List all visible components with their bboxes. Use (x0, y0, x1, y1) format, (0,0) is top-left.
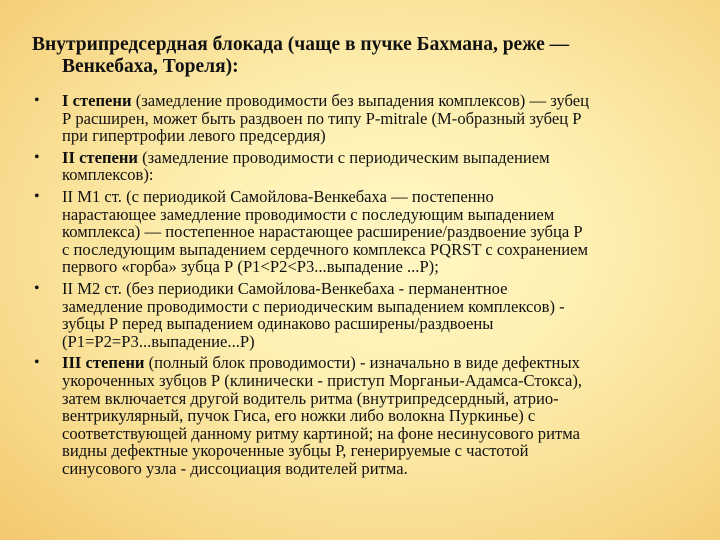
list-item-degree-2 (32, 149, 696, 184)
list-item-line: нарастающее замедление проводимости с последующим выпадением (62, 204, 555, 224)
slide-title-line-2: Венкебаха, Тореля): (62, 56, 239, 77)
list-item-line (62, 149, 696, 167)
bullet-icon: • (34, 148, 40, 166)
list-item-line: вентрикулярный, пучок Гиса, его ножки либо волокна Пуркинье) с (62, 406, 536, 426)
list-item-text: (замедление проводимости без выпадения комплексов) — зубец (131, 91, 589, 110)
list-item-degree-2-m1 (32, 188, 696, 276)
list-item-line: II М2 ст. (без периодики Самойлова-Венкебаха - перманентное (62, 278, 508, 298)
list-item-text: (замедление проводимости с периодическим выпадением (138, 147, 550, 167)
list-item-line: соответствующей данному ритму картиной; на фоне несинусового ритма (62, 423, 580, 443)
list-item-line: комплекса) — постепенное нарастающее расширение/раздвоение зубца Р (62, 222, 583, 242)
list-item-lead: II степени (62, 147, 138, 167)
slide-title-line-1: Внутрипредсердная блокада (чаще в пучке Бахмана, реже — (32, 34, 570, 55)
list-item-line: с последующим выпадением сердечного комплекса PQRST с сохранением (62, 239, 588, 259)
list-item-lead: I степени (62, 91, 132, 110)
list-item-line (62, 92, 696, 110)
list-item-line: затем включается другой водитель ритма (внутрипредсердный, атрио- (62, 388, 559, 408)
list-item-line: синусового узла - диссоциация водителей ритма. (62, 458, 408, 478)
list-item-line: видны дефектные укороченные зубцы Р, генерируемые с частотой (62, 441, 529, 461)
list-item-line: зубцы Р перед выпадением одинаково расширены/раздвоены (62, 314, 494, 334)
list-item-degree-1 (32, 92, 696, 145)
bullet-icon: • (34, 354, 40, 372)
list-item-line: (Р1=Р2=Р3...выпадение...Р) (62, 331, 255, 351)
list-item-text: (полный блок проводимости) - изначально в виде дефектных (144, 353, 580, 373)
bullet-list (32, 92, 696, 477)
list-item-line: II М1 ст. (с периодикой Самойлова-Венкебаха — постепенно (62, 186, 494, 206)
bullet-icon: • (34, 187, 40, 205)
list-item-degree-2-m2 (32, 280, 696, 350)
list-item-line (62, 354, 696, 372)
list-item-line: комплексов): (62, 165, 154, 185)
list-item-line: при гипертрофии левого предсердия) (62, 126, 326, 146)
slide-title (32, 34, 696, 78)
list-item-line: замедление проводимости с периодическим выпадением комплексов) - (62, 296, 565, 316)
list-item-degree-3 (32, 354, 696, 477)
list-item-line: укороченных зубцов Р (клинически - приступ Морганьи-Адамса-Стокса), (62, 370, 582, 390)
list-item-line: первого «горба» зубца Р (Р1<Р2<Р3...выпадение ...Р); (62, 257, 439, 277)
list-item-line: Р расширен, может быть раздвоен по типу P-mitrale (М-образный зубец Р (62, 108, 582, 128)
bullet-icon: • (34, 279, 40, 297)
list-item-lead: III степени (62, 353, 145, 373)
bullet-icon: • (34, 92, 40, 109)
